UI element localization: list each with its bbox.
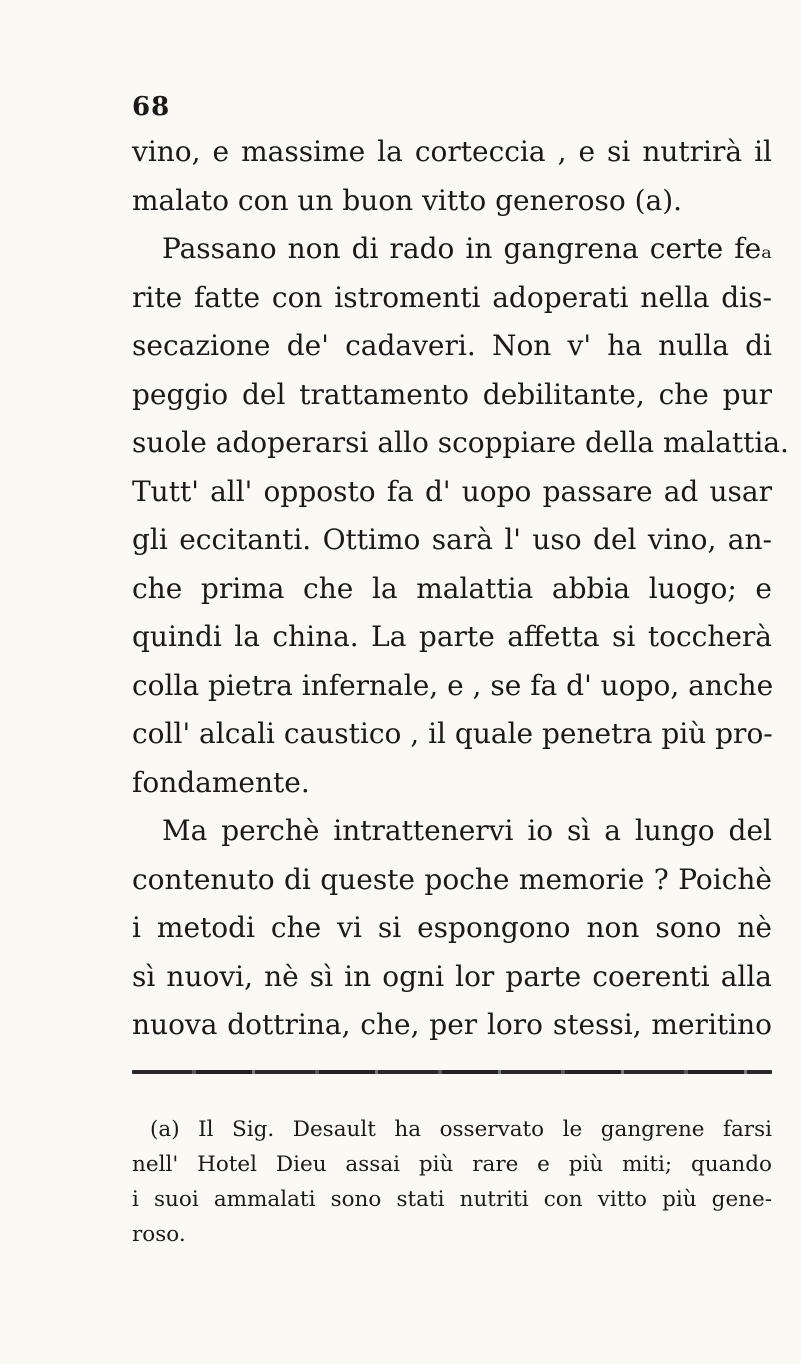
text-line: Tutt' all' opposto fa d' uopo passare ad usar	[132, 474, 772, 508]
text-line: coll' alcali caustico , il quale penetra più pro-	[132, 717, 773, 750]
footnote-line: (a) Il Sig. Desault ha osservato le gangrene farsi	[150, 1117, 772, 1142]
text-line: quindi la china. La parte affetta si toccherà	[132, 620, 772, 653]
text-line: rite fatte con istromenti adoperati nella dis-	[132, 280, 772, 314]
text-line: suole adoperarsi allo scoppiare della malattia.	[132, 426, 789, 459]
body-text	[132, 128, 789, 1050]
text-line: contenuto di queste poche memorie ? Poichè	[132, 862, 772, 896]
text-line: i metodi che vi si espongono non sono nè	[132, 911, 772, 944]
text-line: nuova dottrina, che, per loro stessi, meritino	[132, 1008, 772, 1041]
footnote	[132, 1112, 772, 1252]
text-line: Ma perchè intrattenervi io sì a lungo del	[162, 814, 772, 847]
text-line: Passano non di rado in gangrena certe feₐ	[162, 232, 772, 265]
footnote-divider	[132, 1070, 772, 1074]
text-line: che prima che la malattia abbia luogo; e	[132, 571, 772, 605]
text-line: gli eccitanti. Ottimo sarà l' uso del vino, an-	[132, 523, 772, 556]
text-line: colla pietra infernale, e , se fa d' uopo, anche	[132, 668, 774, 702]
text-line: secazione de' cadaveri. Non v' ha nulla di	[132, 329, 772, 362]
footnote-line: i suoi ammalati sono stati nutriti con vitto più gene-	[132, 1187, 772, 1212]
footnote-line: nell' Hotel Dieu assai più rare e più miti; quando	[132, 1152, 772, 1177]
footnote-line: roso.	[132, 1222, 186, 1247]
text-line: vino, e massime la corteccia , e si nutrirà il	[132, 135, 772, 168]
text-line: fondamente.	[132, 765, 310, 799]
text-line: sì nuovi, nè sì in ogni lor parte coerenti alla	[132, 959, 772, 993]
page-number: 68	[132, 92, 171, 122]
text-line: malato con un buon vitto generoso (a).	[132, 183, 683, 217]
text-line: peggio del trattamento debilitante, che pur	[132, 377, 772, 411]
